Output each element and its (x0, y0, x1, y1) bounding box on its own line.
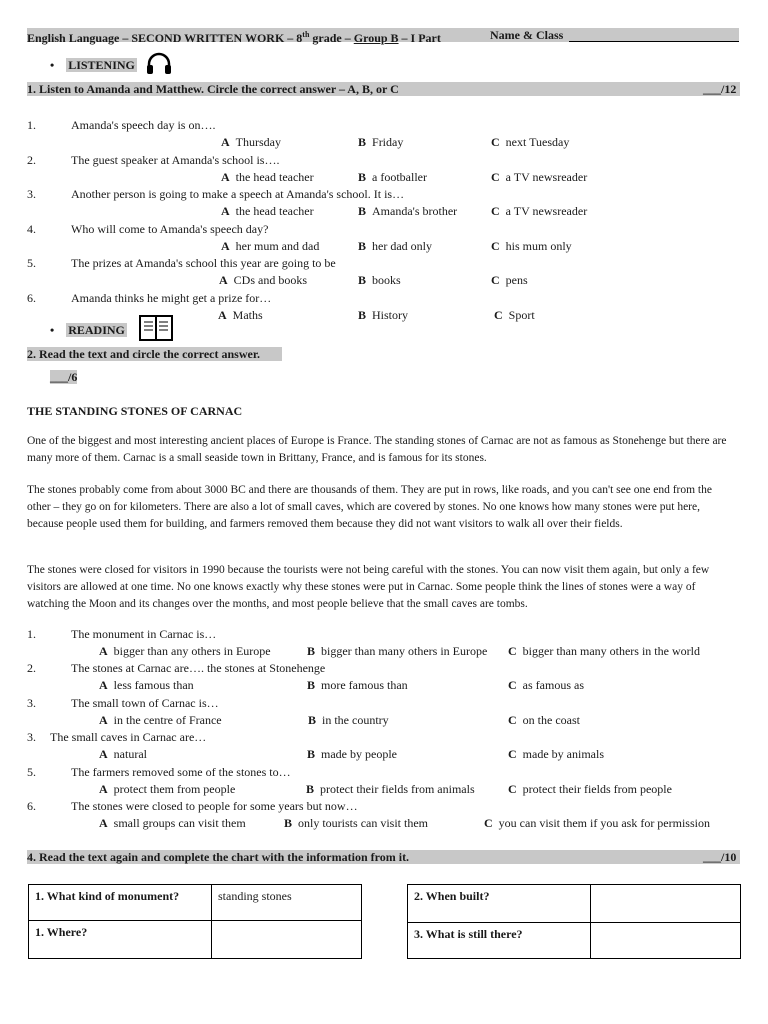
answer-option-a[interactable] (99, 644, 271, 659)
option-text: on the coast (522, 712, 580, 727)
answer-option-c[interactable] (491, 273, 528, 288)
option-letter: C (494, 307, 503, 322)
option-letter: B (358, 135, 367, 149)
chart-question-still-there: 3. What is still there? (408, 923, 591, 959)
paragraph-3: The stones were closed for visitors in 1990 because the tourists were not being careful with the stones. You can now visit them again, but only a few visitors are allowed at one time. No one knows exactly why these stones were put in Carnac. Some people think the lines of stones were a way of watching the Moon and its changes over the months, and most people believe that the small caves are tombs. (27, 564, 710, 610)
question-text: Who will come to Amanda's speech day? (71, 221, 269, 236)
name-class-label: Name & Class (490, 28, 564, 42)
question-number: 1. (27, 627, 36, 641)
answer-option-a[interactable] (99, 678, 194, 693)
answer-option-b[interactable] (307, 644, 487, 659)
answer-option-b[interactable] (308, 713, 389, 728)
question-number: 5. (27, 764, 36, 779)
question-text: The prizes at Amanda's school this year are going to be (71, 256, 336, 270)
option-letter: B (358, 307, 367, 322)
option-letter: B (306, 781, 315, 796)
paragraph-1: One of the biggest and most interesting ancient places of Europe is France. The standing stones of Carnac are not as famous as Stonehenge but there are many more of them. Carnac is a small seaside town in Brittany, France, and is famous for its stones. (27, 435, 727, 464)
reading-label: READING (68, 323, 125, 337)
listening-instruction: 1. Listen to Amanda and Matthew. Circle the correct answer – A, B, or C (27, 82, 399, 96)
answer-option-b[interactable] (358, 239, 432, 254)
option-text: as famous as (522, 678, 584, 693)
option-letter: C (508, 644, 517, 658)
reading-heading: • READING (50, 323, 125, 337)
option-text: CDs and books (233, 273, 308, 287)
option-letter: B (307, 678, 316, 693)
chart-answer-when[interactable] (591, 885, 741, 923)
option-letter: C (508, 712, 517, 727)
answer-option-b[interactable] (358, 135, 403, 150)
reading-score: ___/6 (50, 370, 78, 384)
option-letter: A (99, 816, 108, 830)
answer-option-a[interactable] (218, 308, 263, 323)
option-letter: A (99, 644, 108, 658)
option-text: bigger than many others in Europe (321, 644, 488, 658)
answer-option-c[interactable] (508, 782, 672, 797)
title-mid: grade – (309, 31, 354, 45)
option-text: a TV newsreader (505, 204, 588, 218)
option-text: protect their fields from animals (320, 781, 475, 796)
question-text: The stones were closed to people for some years but now… (71, 799, 358, 813)
option-letter: A (221, 169, 230, 184)
option-letter: B (358, 204, 367, 218)
question-number: 2. (27, 661, 36, 676)
question-text: Amanda's speech day is on…. (71, 118, 216, 132)
answer-option-b[interactable] (307, 747, 397, 762)
option-letter: C (491, 135, 500, 149)
answer-option-b[interactable] (358, 204, 457, 219)
option-text: Amanda's brother (372, 204, 458, 218)
chart-table-left (28, 884, 362, 959)
option-text: a footballer (372, 169, 427, 184)
option-letter: A (221, 238, 230, 253)
question-number: 3. (27, 730, 36, 745)
option-letter: C (491, 204, 500, 218)
option-letter: C (491, 238, 500, 253)
answer-option-c[interactable] (484, 816, 710, 831)
reading-instruction: 2. Read the text and circle the correct answer. (27, 347, 261, 361)
question-text: The monument in Carnac is… (71, 627, 217, 641)
option-letter: C (508, 781, 517, 796)
question-number: 6. (27, 799, 36, 813)
answer-option-b[interactable] (284, 816, 428, 831)
option-letter: A (218, 307, 227, 322)
option-text: Maths (232, 307, 263, 322)
title-sup: th (302, 30, 310, 39)
answer-option-b[interactable] (358, 308, 408, 323)
question-text: The guest speaker at Amanda's school is…. (71, 152, 280, 167)
option-text: made by animals (522, 747, 604, 762)
paragraph-2: The stones probably come from about 3000 BC and there are thousands of them. They are put in rows, like roads, and you can't see one end from the other – they go on for kilometers. There are also a lot of small caves, which are covered by stones. No one knows how many stones were put here, because people used them for building, and farmers removed them because they did not want visitors to walk all over their fields. (27, 484, 712, 530)
option-letter: B (358, 273, 367, 287)
question-text: Another person is going to make a speech at Amanda's school. It is… (71, 187, 405, 201)
option-letter: A (99, 678, 108, 693)
option-text: more famous than (321, 678, 408, 693)
chart-question-where: 1. Where? (29, 921, 212, 959)
chart-answer-kind[interactable]: standing stones (212, 885, 362, 921)
question-number: 6. (27, 290, 36, 305)
chart-instruction: 4. Read the text again and complete the chart with the information from it. (27, 850, 410, 864)
option-text: her dad only (372, 238, 432, 253)
option-letter: A (99, 712, 108, 727)
question-number: 1. (27, 118, 36, 132)
answer-option-b[interactable] (358, 170, 427, 185)
option-letter: B (307, 644, 316, 658)
option-text: books (372, 273, 401, 287)
answer-option-c[interactable] (491, 170, 587, 185)
question-number: 2. (27, 152, 36, 167)
name-class-field[interactable] (569, 41, 739, 42)
question-text: The farmers removed some of the stones to… (71, 764, 291, 779)
question-number: 3. (27, 187, 36, 201)
option-text: his mum only (505, 238, 572, 253)
answer-option-c[interactable] (508, 644, 700, 659)
option-letter: B (358, 169, 367, 184)
answer-option-a[interactable] (99, 816, 246, 831)
option-text: bigger than any others in Europe (113, 644, 271, 658)
question-text: The small town of Carnac is… (71, 695, 219, 710)
option-text: less famous than (113, 678, 194, 693)
answer-option-a[interactable] (99, 713, 222, 728)
answer-option-a[interactable] (221, 170, 314, 185)
answer-option-c[interactable] (491, 239, 572, 254)
chart-table-right (407, 884, 741, 959)
option-letter: C (484, 816, 493, 830)
option-text: made by people (321, 747, 397, 762)
option-letter: C (508, 678, 517, 693)
option-letter: C (491, 169, 500, 184)
option-text: protect them from people (113, 781, 236, 796)
option-letter: B (284, 816, 293, 830)
option-text: protect their fields from people (522, 781, 672, 796)
option-text: the head teacher (235, 169, 314, 184)
option-letter: C (508, 747, 517, 762)
option-text: next Tuesday (505, 135, 570, 149)
option-text: her mum and dad (235, 238, 320, 253)
option-letter: B (358, 238, 367, 253)
option-letter: A (221, 135, 230, 149)
answer-option-c[interactable] (491, 204, 587, 219)
listening-heading: • LISTENING (50, 58, 135, 72)
option-text: bigger than many others in the world (522, 644, 700, 658)
option-text: pens (505, 273, 528, 287)
option-letter: A (219, 273, 228, 287)
option-letter: A (99, 781, 108, 796)
listening-label: LISTENING (68, 58, 135, 72)
option-text: the head teacher (235, 204, 314, 218)
answer-option-a[interactable] (99, 747, 147, 762)
answer-option-b[interactable] (358, 273, 401, 288)
option-letter: B (307, 747, 316, 762)
headphones-icon (145, 52, 173, 76)
option-letter: C (491, 273, 500, 287)
chart-answer-where[interactable] (212, 921, 362, 959)
question-number: 4. (27, 221, 36, 236)
option-letter: A (221, 204, 230, 218)
listening-score: ___/12 (703, 82, 737, 96)
option-text: small groups can visit them (113, 816, 246, 830)
answer-option-a[interactable] (221, 135, 281, 150)
option-text: in the centre of France (113, 712, 222, 727)
answer-option-c[interactable] (494, 308, 535, 323)
title-part: – I Part (398, 31, 441, 45)
exam-title (27, 28, 441, 45)
question-number: 3. (27, 695, 36, 710)
group-label: Group B (353, 31, 399, 45)
option-text: natural (113, 747, 147, 762)
book-icon (138, 314, 174, 342)
question-text: Amanda thinks he might get a prize for… (71, 290, 272, 305)
question-text: The stones at Carnac are…. the stones at Stonehenge (71, 661, 326, 676)
option-text: Friday (372, 135, 404, 149)
option-text: Thursday (235, 135, 281, 149)
option-letter: A (99, 747, 108, 762)
chart-question-when: 2. When built? (408, 885, 591, 923)
answer-option-c[interactable] (508, 747, 604, 762)
answer-option-b[interactable] (306, 782, 475, 797)
answer-option-a[interactable] (221, 204, 314, 219)
answer-option-c[interactable] (491, 135, 569, 150)
option-text: a TV newsreader (505, 169, 588, 184)
option-letter: B (308, 712, 317, 727)
answer-option-c[interactable] (508, 713, 580, 728)
answer-option-a[interactable] (99, 782, 235, 797)
option-text: History (372, 307, 409, 322)
chart-question-kind: 1. What kind of monument? (29, 885, 212, 921)
chart-answer-still-there[interactable] (591, 923, 741, 959)
option-text: in the country (322, 712, 389, 727)
answer-option-a[interactable] (219, 273, 307, 288)
answer-option-b[interactable] (307, 678, 408, 693)
option-text: you can visit them if you ask for permission (498, 816, 710, 830)
title-text: English Language – SECOND WRITTEN WORK – 8 (27, 31, 303, 45)
option-text: Sport (508, 307, 535, 322)
chart-score: ___/10 (703, 850, 737, 864)
text-title: THE STANDING STONES OF CARNAC (27, 404, 243, 418)
answer-option-a[interactable] (221, 239, 319, 254)
answer-option-c[interactable] (508, 678, 584, 693)
question-number: 5. (27, 256, 36, 270)
option-text: only tourists can visit them (298, 816, 429, 830)
question-text: The small caves in Carnac are… (50, 730, 207, 745)
